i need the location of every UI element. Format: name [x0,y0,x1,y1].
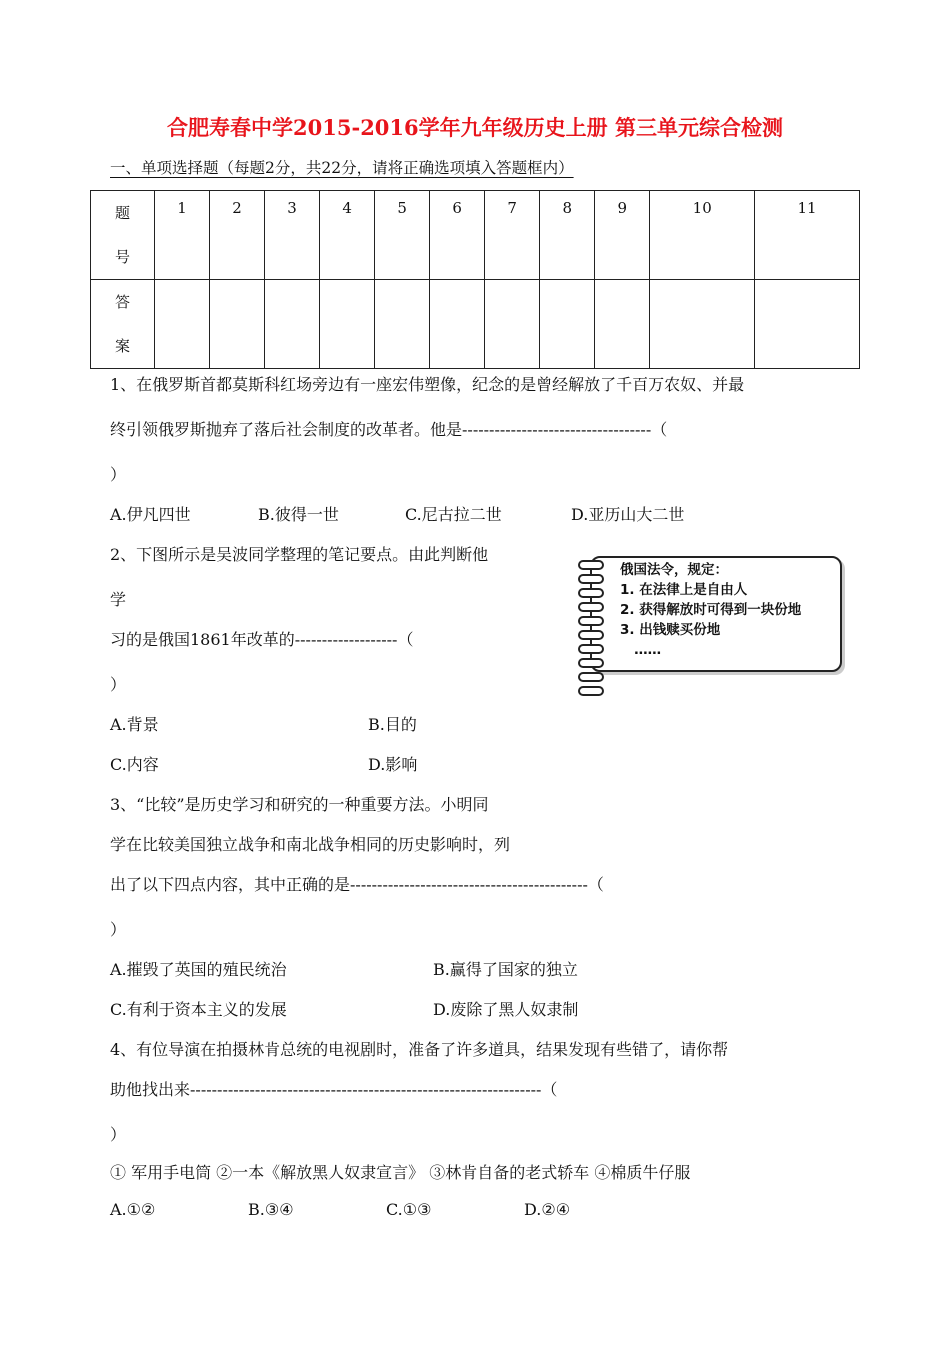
q1-line-1: 1、在俄罗斯首都莫斯科红场旁边有一座宏伟塑像，纪念的是曾经解放了千百万农奴、并最 [110,375,745,394]
number-cell: 3 [265,191,320,280]
q1-line-3: ） [110,465,127,484]
answer-cell-10[interactable] [650,280,755,369]
q2-line-1: 2、下图所示是吴波同学整理的笔记要点。由此判断他 [110,545,489,564]
note-item: 3. 出钱赎买份地 [620,622,721,638]
number-cell: 9 [595,191,650,280]
answer-cell-11[interactable] [755,280,860,369]
note-item: 2. 获得解放时可得到一块份地 [620,602,802,618]
q3-line-1: 3、“比较”是历史学习和研究的一种重要方法。小明同 [110,795,489,814]
table-header-answer [91,280,155,369]
q4-line-3: ） [110,1125,127,1144]
q4-option-c: C.①③ [386,1200,432,1219]
q2-line-3: 习的是俄国1861年改革的-------------------（ [110,630,414,649]
q4-option-a: A.①② [110,1200,156,1219]
q3-option-d: D.废除了黑人奴隶制 [433,1000,579,1019]
number-cell: 6 [430,191,485,280]
table-header-number [91,191,155,280]
q3-option-c: C.有利于资本主义的发展 [110,1000,287,1019]
q1-option-d: D.亚历山大二世 [571,505,685,524]
number-cell: 8 [540,191,595,280]
section-heading: 一、单项选择题（每题2分，共22分，请将正确选项填入答题框内） [110,159,574,177]
answer-cell-7[interactable] [485,280,540,369]
q4-line-2: 助他找出来-----------------------------------------------------------------（ [110,1080,558,1099]
q2-line-2: 学 [110,590,127,609]
answer-table [90,190,860,369]
notebook-figure [574,548,844,672]
answer-cell-9[interactable] [595,280,650,369]
number-cell: 2 [210,191,265,280]
number-cell: 1 [155,191,210,280]
q2-option-d: D.影响 [368,755,418,774]
answer-cell-3[interactable] [265,280,320,369]
q3-option-a: A.摧毁了英国的殖民统治 [110,960,287,979]
q4-items: ① 军用手电筒 ②一本《解放黑人奴隶宣言》 ③林肯自备的老式轿车 ④棉质牛仔服 [110,1163,691,1182]
label-ti: 题 [114,204,130,222]
q2-line-4: ） [110,675,127,694]
q1-option-c: C.尼古拉二世 [405,505,502,524]
q4-option-b: B.③④ [248,1200,294,1219]
label-da: 答 [114,293,130,311]
q2-option-c: C.内容 [110,755,159,774]
number-cell: 7 [485,191,540,280]
number-cell: 5 [375,191,430,280]
answer-cell-6[interactable] [430,280,485,369]
answer-cell-4[interactable] [320,280,375,369]
answer-cell-1[interactable] [155,280,210,369]
number-cell: 11 [755,191,860,280]
answer-cell-2[interactable] [210,280,265,369]
q2-option-b: B.目的 [368,715,417,734]
number-cell: 4 [320,191,375,280]
spiral-binding-icon [578,560,604,668]
q4-line-1: 4、有位导演在拍摄林肯总统的电视剧时，准备了许多道具，结果发现有些错了，请你帮 [110,1040,729,1059]
number-cell: 10 [650,191,755,280]
note-heading: 俄国法令，规定： [620,562,728,578]
q3-line-3: 出了以下四点内容，其中正确的是--------------------------------------------（ [110,875,604,894]
note-item: 1. 在法律上是自由人 [620,582,748,598]
q1-line-2: 终引领俄罗斯抛弃了落后社会制度的改革者。他是-----------------------------------（ [110,420,668,439]
note-item: …… [620,642,662,658]
page-title: 合肥寿春中学2015-2016学年九年级历史上册 第三单元综合检测 [167,115,783,140]
label-hao: 号 [114,248,130,266]
answer-cell-8[interactable] [540,280,595,369]
label-an: 案 [114,337,130,355]
q3-option-b: B.赢得了国家的独立 [433,960,578,979]
q3-line-2: 学在比较美国独立战争和南北战争相同的历史影响时，列 [110,835,511,854]
q2-option-a: A.背景 [110,715,159,734]
q3-line-4: ） [110,920,127,939]
notebook-text [620,560,801,660]
q4-option-d: D.②④ [524,1200,571,1219]
answer-cell-5[interactable] [375,280,430,369]
q1-option-a: A.伊凡四世 [110,505,191,524]
q1-option-b: B.彼得一世 [258,505,339,524]
